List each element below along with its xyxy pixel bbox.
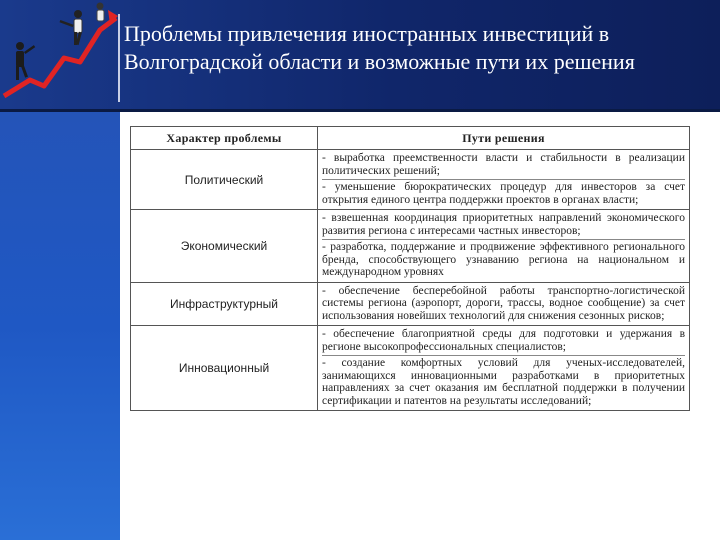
solution-item: - взвешенная координация приоритетных направлений экономического развития региона с интересами частных инвесторов; <box>322 211 685 240</box>
solutions-cell <box>318 282 690 326</box>
solution-item: - обеспечение бесперебойной работы транспортно-логистической системы региона (аэропорт, дороги, трассы, водное сообщение) за счет использования новейших технологий для снижения сезонных рисков; <box>322 284 685 322</box>
slide-title: Проблемы привлечения иностранных инвестиций в Волгоградской области и возможные пути их решения <box>124 21 635 74</box>
table-header-row <box>131 127 690 150</box>
title-accent-bar <box>118 14 120 102</box>
problems-table <box>130 126 690 411</box>
column-header-solutions: Пути решения <box>318 127 690 150</box>
left-decor-panel <box>0 112 120 540</box>
solution-item: - обеспечение благоприятной среды для подготовки и удержания в регионе высокопрофессиональных специалистов; <box>322 327 685 356</box>
solutions-cell <box>318 326 690 411</box>
solutions-cell <box>318 210 690 283</box>
solution-item: - создание комфортных условий для ученых-исследователей, занимающихся инновационными разработками в приоритетных направлениях за счет оказания им бесплатной поддержки в получении сертификации и патентов на результаты исследований; <box>322 357 685 407</box>
problem-category: Политический <box>131 150 318 210</box>
solution-item: - разработка, поддержание и продвижение эффективного регионального бренда, способствующего узнаванию региона на национальном и международном уровнях <box>322 241 685 278</box>
solutions-cell <box>318 150 690 210</box>
climbing-people-illustration <box>0 0 118 108</box>
table-row <box>131 282 690 326</box>
problem-category: Инновационный <box>131 326 318 411</box>
content-area <box>120 112 720 540</box>
problem-category: Экономический <box>131 210 318 283</box>
table-row <box>131 150 690 210</box>
column-header-problem: Характер проблемы <box>131 127 318 150</box>
solution-item: - выработка преемственности власти и стабильности в реализации политических решений; <box>322 151 685 180</box>
solution-item: - уменьшение бюрократических процедур для инвесторов за счет открытия единого центра поддержки проектов в органах власти; <box>322 181 685 206</box>
problem-category: Инфраструктурный <box>131 282 318 326</box>
table-row <box>131 326 690 411</box>
table-row <box>131 210 690 283</box>
